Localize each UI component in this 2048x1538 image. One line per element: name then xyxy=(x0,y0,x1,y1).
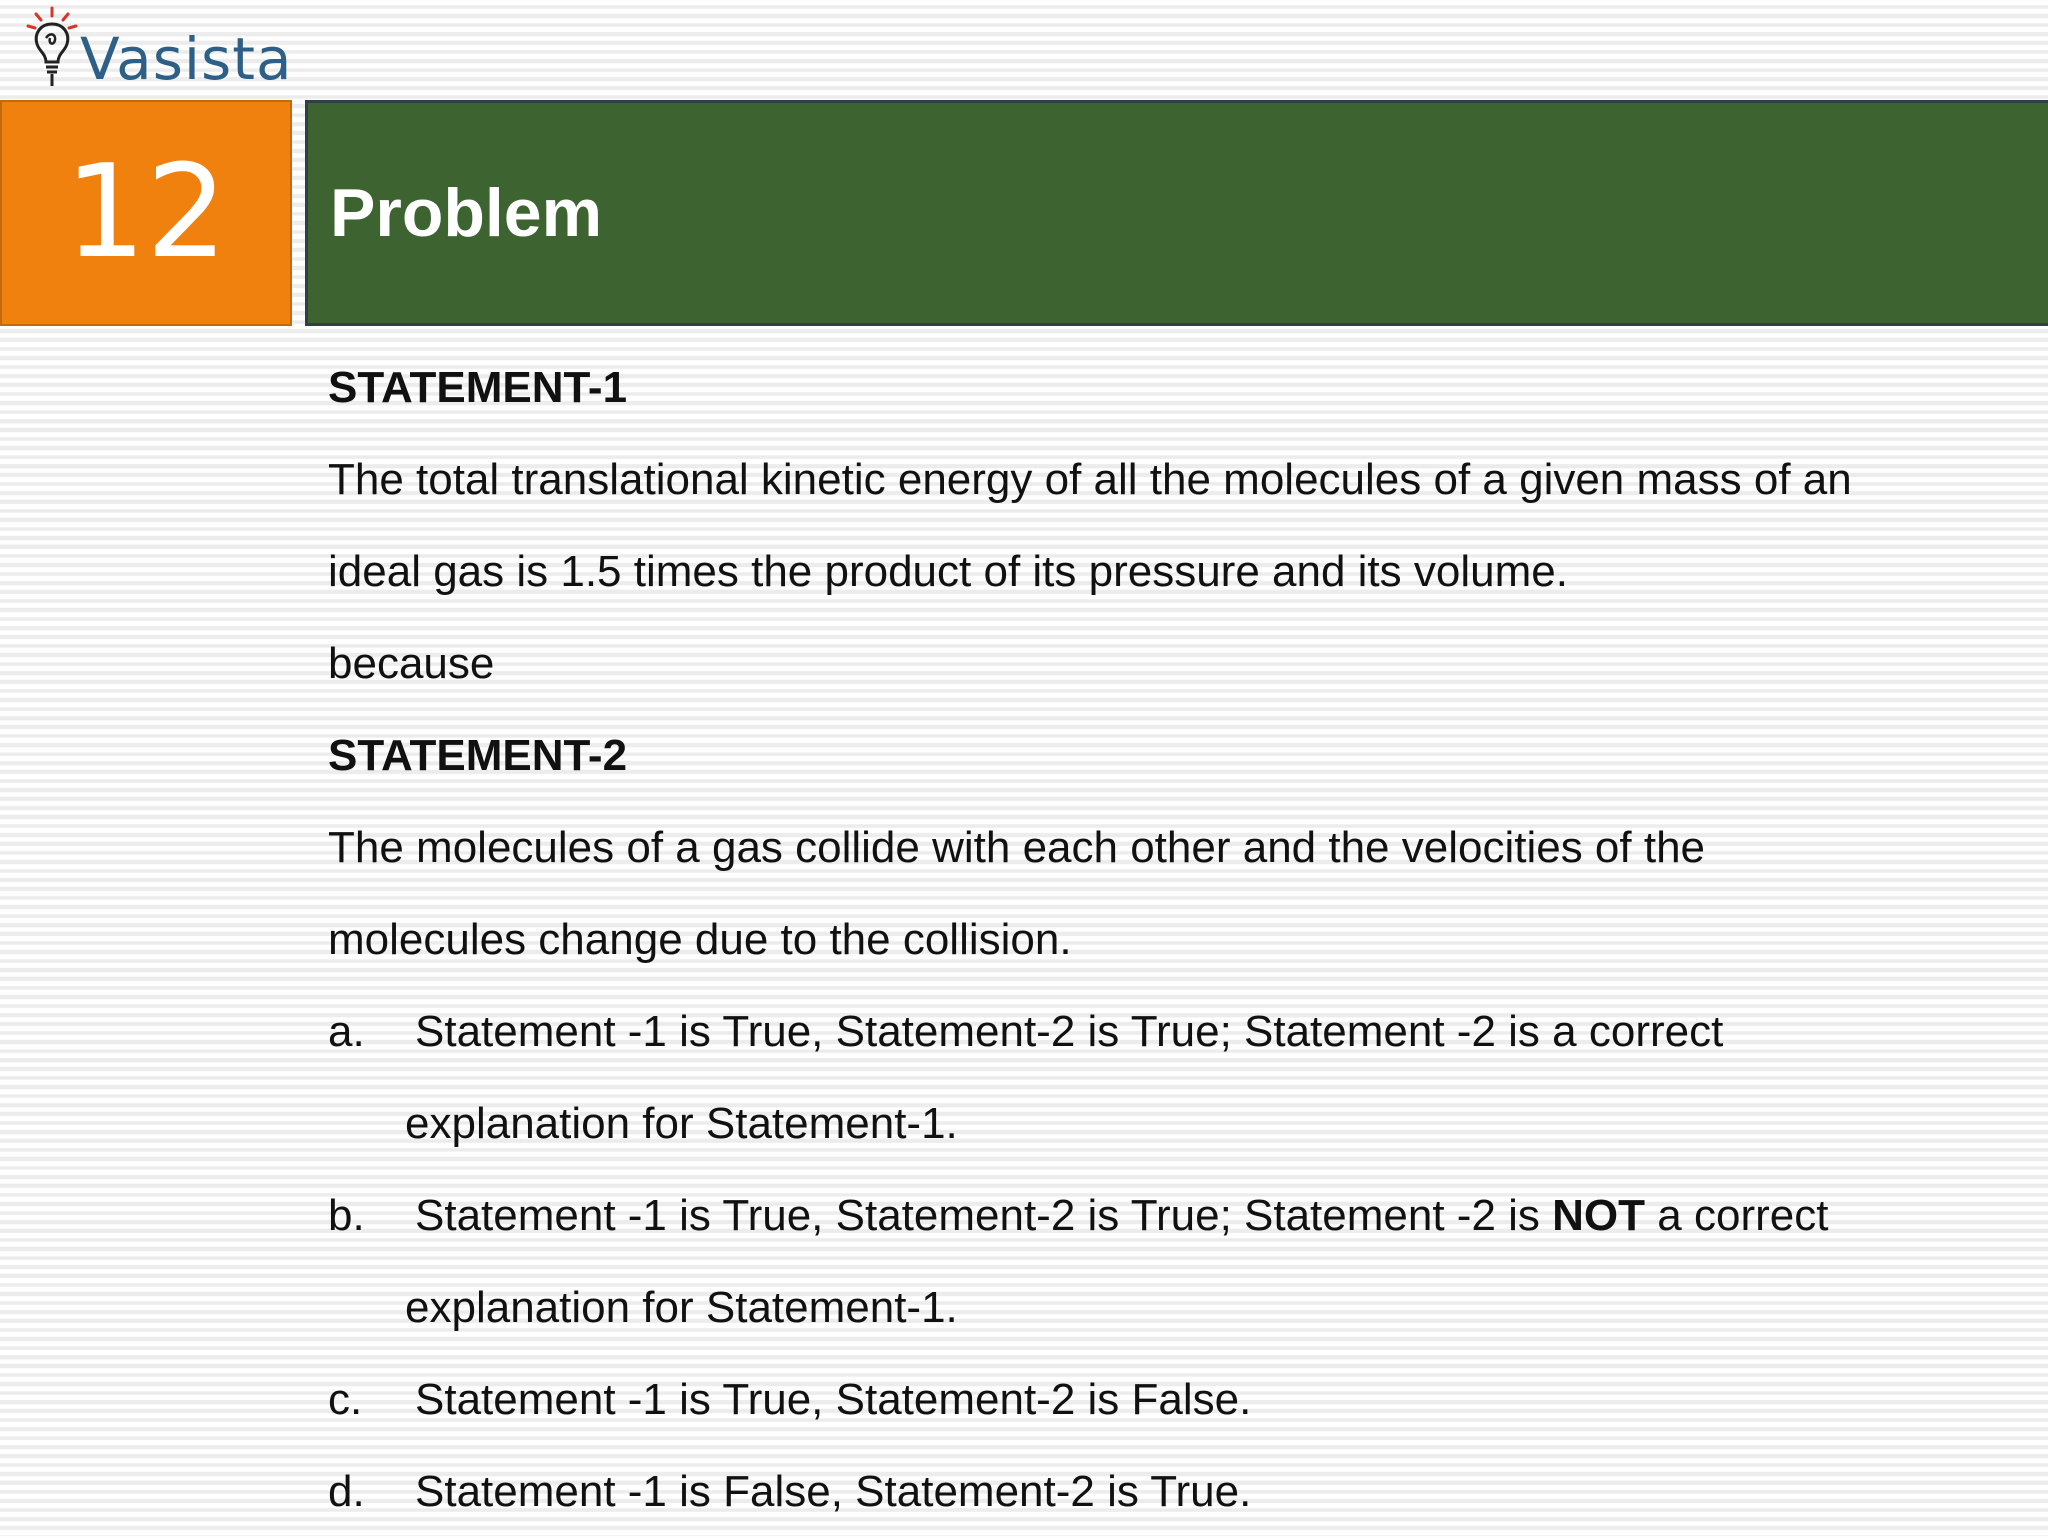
statement-2-heading: STATEMENT-2 xyxy=(328,731,628,780)
option-letter: b. xyxy=(328,1191,365,1240)
problem-content xyxy=(328,342,2028,1538)
option-letter: a. xyxy=(328,1007,365,1056)
option-a xyxy=(328,986,2028,1078)
option-text-emphasis: NOT xyxy=(1552,1191,1646,1240)
option-text: Statement -1 is True, Statement-2 is False. xyxy=(415,1375,1252,1424)
statement-1-line-2: ideal gas is 1.5 times the product of its pressure and its volume. xyxy=(328,547,1568,596)
option-d xyxy=(328,1446,2028,1538)
problem-number: 12 xyxy=(64,138,228,287)
option-text xyxy=(415,1170,1828,1262)
option-text: Statement -1 is True, Statement-2 is True; Statement -2 is a correct xyxy=(415,1007,1724,1056)
problem-number-badge xyxy=(0,100,292,326)
statement-2-line-2: molecules change due to the collision. xyxy=(328,915,1072,964)
title-bar xyxy=(305,100,2048,326)
vasista-logo xyxy=(22,4,292,96)
option-b xyxy=(328,1170,2028,1262)
logo-text: Vasista xyxy=(80,25,293,93)
option-b-continuation: explanation for Statement-1. xyxy=(405,1283,958,1332)
option-letter: d. xyxy=(328,1467,365,1516)
option-c xyxy=(328,1354,2028,1446)
option-text-before: Statement -1 is True, Statement-2 is True; Statement -2 is xyxy=(415,1191,1553,1240)
statement-1-line-1: The total translational kinetic energy of all the molecules of a given mass of an xyxy=(328,455,1852,504)
option-text: Statement -1 is False, Statement-2 is True. xyxy=(415,1467,1252,1516)
option-a-continuation: explanation for Statement-1. xyxy=(405,1099,958,1148)
statement-2-line-1: The molecules of a gas collide with each other and the velocities of the xyxy=(328,823,1706,872)
option-letter: c. xyxy=(328,1375,363,1424)
option-text-after: a correct xyxy=(1645,1191,1829,1240)
statement-1-heading: STATEMENT-1 xyxy=(328,363,628,412)
page-title: Problem xyxy=(330,175,603,251)
connector-text: because xyxy=(328,639,495,688)
